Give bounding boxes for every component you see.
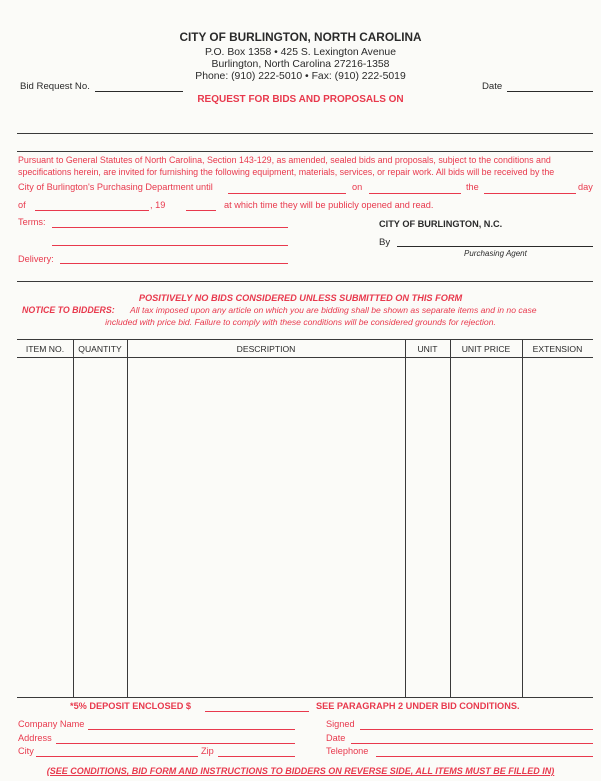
quantity-column-entry[interactable] bbox=[74, 358, 127, 697]
address-label: Address bbox=[18, 733, 52, 743]
column-header-unit: UNIT bbox=[417, 344, 438, 354]
signed-label: Signed bbox=[326, 719, 355, 729]
statutes-until-label: City of Burlington's Purchasing Department until bbox=[18, 182, 213, 192]
column-header-extension: EXTENSION bbox=[532, 344, 583, 354]
terms-field[interactable] bbox=[52, 227, 288, 228]
section-divider bbox=[17, 281, 593, 282]
statutes-19-label: , 19 bbox=[150, 200, 166, 210]
city-field[interactable] bbox=[36, 756, 198, 757]
delivery-field[interactable] bbox=[60, 263, 288, 264]
column-header-quantity: QUANTITY bbox=[78, 344, 122, 354]
footer-instructions: (SEE CONDITIONS, BID FORM AND INSTRUCTIONS TO BIDDERS ON REVERSE SIDE, ALL ITEMS MUST BE FILLED IN) bbox=[46, 766, 555, 776]
notice-label: NOTICE TO BIDDERS: bbox=[22, 305, 115, 315]
city-address-line1: P.O. Box 1358 • 425 S. Lexington Avenue bbox=[204, 47, 396, 58]
city-address-line2: Burlington, North Carolina 27216-1358 bbox=[211, 59, 390, 70]
zip-field[interactable] bbox=[218, 756, 295, 757]
telephone-label: Telephone bbox=[326, 746, 369, 756]
address-field[interactable] bbox=[56, 743, 295, 744]
city-title: CITY OF BURLINGTON, NORTH CAROLINA bbox=[179, 30, 422, 44]
subject-line-1[interactable] bbox=[17, 133, 593, 134]
until-time-field[interactable] bbox=[228, 193, 346, 194]
year-field[interactable] bbox=[186, 210, 216, 211]
deposit-label: *5% DEPOSIT ENCLOSED $ bbox=[70, 701, 191, 711]
notice-text-line-2: included with price bid. Failure to comply with these conditions will be considered grounds for rejection. bbox=[105, 317, 496, 327]
statutes-opened-text: at which time they will be publicly opened and read. bbox=[224, 200, 434, 210]
zip-label: Zip bbox=[201, 746, 214, 756]
by-label: By bbox=[379, 237, 391, 248]
table-bottom-border bbox=[17, 697, 593, 698]
company-date-field[interactable] bbox=[351, 743, 593, 744]
statutes-line-2: specifications herein, are invited for furnishing the following equipment, materials, services, or repair work. All bids will be received by the bbox=[18, 167, 555, 177]
city-label: City bbox=[18, 746, 34, 756]
company-date-label: Date bbox=[326, 733, 346, 743]
column-header-description: DESCRIPTION bbox=[236, 344, 296, 354]
terms-field-line-2[interactable] bbox=[52, 245, 288, 246]
statutes-the-label: the bbox=[466, 182, 479, 192]
purchasing-agent-label: Purchasing Agent bbox=[464, 249, 527, 258]
telephone-field[interactable] bbox=[376, 756, 593, 757]
purchasing-agent-signature-field[interactable] bbox=[397, 246, 593, 247]
bid-request-label: Bid Request No. bbox=[20, 81, 90, 92]
on-weekday-field[interactable] bbox=[369, 193, 461, 194]
day-number-field[interactable] bbox=[484, 193, 576, 194]
statutes-of-label: of bbox=[18, 200, 26, 210]
deposit-amount-field[interactable] bbox=[205, 711, 309, 712]
deposit-note: SEE PARAGRAPH 2 UNDER BID CONDITIONS. bbox=[316, 701, 520, 711]
date-field[interactable] bbox=[507, 91, 593, 92]
description-column-entry[interactable] bbox=[128, 358, 405, 697]
delivery-label: Delivery: bbox=[18, 254, 54, 264]
statutes-line-1: Pursuant to General Statutes of North Carolina, Section 143-129, as amended, sealed bids and proposals, subject to the conditions and bbox=[18, 155, 551, 165]
company-name-label: Company Name bbox=[18, 719, 85, 729]
month-field[interactable] bbox=[35, 210, 149, 211]
date-label: Date bbox=[482, 81, 503, 92]
bid-request-field[interactable] bbox=[95, 91, 183, 92]
company-name-field[interactable] bbox=[88, 729, 295, 730]
statutes-on-label: on bbox=[352, 182, 363, 192]
form-title: REQUEST FOR BIDS AND PROPOSALS ON bbox=[197, 94, 404, 105]
subject-line-2[interactable] bbox=[17, 151, 593, 152]
city-phone-fax: Phone: (910) 222-5010 • Fax: (910) 222-5019 bbox=[195, 71, 406, 82]
notice-text-line-1: All tax imposed upon any article on which you are bidding shall be shown as separate items and in no case bbox=[130, 305, 537, 315]
signed-field[interactable] bbox=[360, 729, 593, 730]
no-bids-notice: POSITIVELY NO BIDS CONSIDERED UNLESS SUBMITTED ON THIS FORM bbox=[138, 293, 463, 303]
column-header-unit-price: UNIT PRICE bbox=[461, 344, 511, 354]
item-no-column-entry[interactable] bbox=[17, 358, 73, 697]
extension-column-entry[interactable] bbox=[523, 358, 593, 697]
statutes-day-label: day bbox=[578, 182, 593, 192]
terms-label: Terms: bbox=[18, 217, 46, 227]
column-header-item-no: ITEM NO. bbox=[25, 344, 65, 354]
city-signature-name: CITY OF BURLINGTON, N.C. bbox=[379, 219, 503, 229]
unit-price-column-entry[interactable] bbox=[451, 358, 522, 697]
table-top-border bbox=[17, 339, 593, 340]
unit-column-entry[interactable] bbox=[406, 358, 450, 697]
